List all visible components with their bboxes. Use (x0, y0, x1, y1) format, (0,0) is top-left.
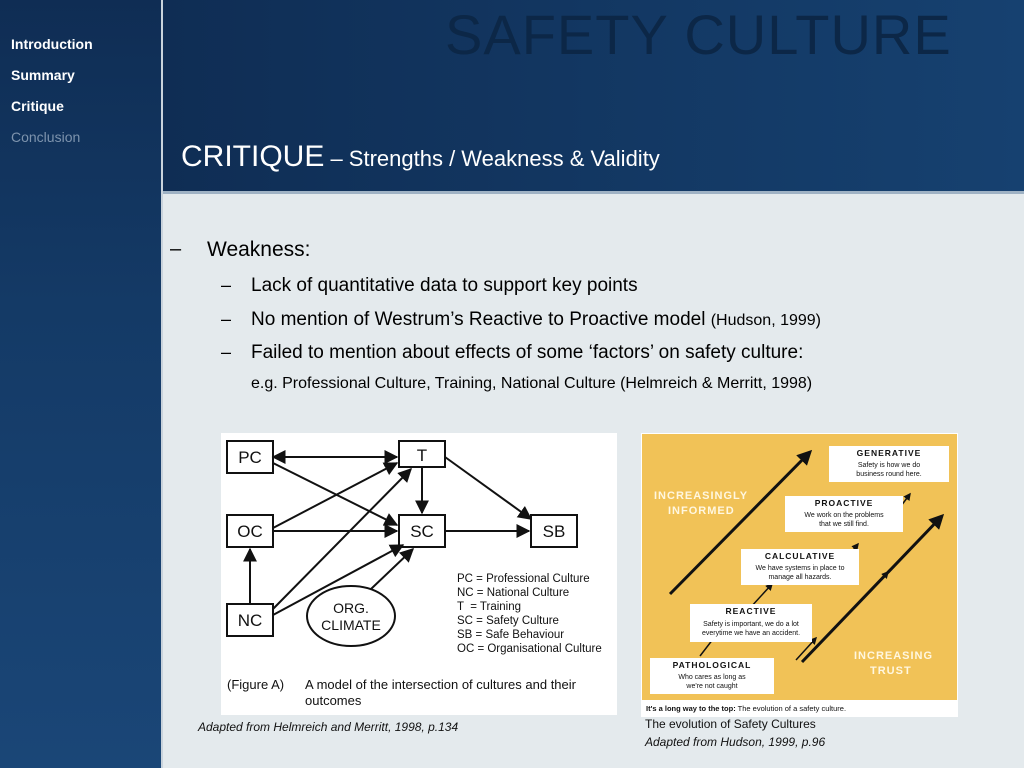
header-rule (163, 191, 1024, 194)
nav-item-introduction[interactable]: Introduction (11, 36, 93, 52)
bullet-dash: – (170, 238, 182, 260)
level-pathological-name: PATHOLOGICAL (672, 660, 752, 670)
level-calculative-desc: manage all hazards. (768, 574, 832, 581)
sub-bullet-2 (251, 309, 821, 331)
label-trust-2: TRUST (870, 665, 912, 677)
node-sb-label: SB (542, 522, 566, 541)
arrow-org-sc (371, 549, 413, 589)
label-informed-1: INCREASINGLY (654, 490, 749, 502)
level-calculative-name: CALCULATIVE (764, 551, 836, 561)
sub-bullet-dash: – (221, 275, 232, 295)
level-reactive-name: REACTIVE (725, 606, 777, 616)
sub-bullet-example: e.g. Professional Culture, Training, National Culture (Helmreich & Merritt, 1998) (251, 375, 813, 392)
figure-b-source: Adapted from Hudson, 1999, p.96 (645, 735, 826, 749)
sub-bullet-1: Lack of quantitative data to support key points (251, 275, 638, 296)
page-title (181, 140, 660, 174)
sub-bullet-2-citation: (Hudson, 1999) (710, 312, 822, 329)
level-generative-desc: Safety is how we do (857, 462, 921, 469)
figure-a-source: Adapted from Helmreich and Merritt, 1998, p.134 (198, 720, 459, 734)
node-org-label-2: CLIMATE (321, 617, 381, 633)
level-generative-desc: business round here. (856, 471, 922, 478)
figure-a-caption-line-2: outcomes (305, 693, 362, 708)
figure-a (221, 433, 617, 715)
figure-a-caption-line-1: A model of the intersection of cultures and their (305, 677, 576, 692)
level-pathological-desc: we're not caught (686, 683, 738, 690)
nav-item-conclusion[interactable]: Conclusion (11, 129, 81, 145)
arrow-t-sb (445, 457, 531, 519)
label-trust-1: INCREASING (854, 650, 934, 662)
sub-bullet-2-text: No mention of Westrum’s Reactive to Proactive model (251, 309, 706, 330)
level-generative-name: GENERATIVE (856, 448, 922, 458)
node-org-ellipse (307, 586, 395, 646)
level-proactive-name: PROACTIVE (814, 498, 874, 508)
header (163, 0, 1024, 191)
level-proactive-desc: We work on the problems (804, 512, 884, 519)
nav-item-critique[interactable]: Critique (11, 98, 64, 114)
header-watermark: SAFETY CULTURE (445, 3, 952, 66)
figure-a-label: (Figure A) (227, 677, 285, 692)
figure-b-diagram (642, 434, 957, 716)
node-nc-label: NC (237, 611, 263, 630)
figure-b-footer-bold: It's a long way to the top: (646, 704, 736, 713)
bullet-heading: Weakness: (207, 238, 311, 261)
nav-item-summary[interactable]: Summary (11, 67, 75, 83)
level-proactive-desc: that we still find. (819, 521, 869, 528)
node-pc-label: PC (238, 448, 262, 467)
figure-b-caption: The evolution of Safety Cultures (645, 717, 816, 731)
arrow-nc-t (273, 469, 411, 609)
legend-item: SC = Safety Culture (457, 615, 559, 627)
legend-item: NC = National Culture (457, 587, 570, 599)
label-informed-2: INFORMED (668, 505, 735, 517)
node-sc-label: SC (410, 522, 434, 541)
legend-item: SB = Safe Behaviour (457, 629, 565, 641)
sub-bullet-dash: – (221, 309, 232, 329)
legend-item: T = Training (457, 601, 522, 613)
figure-b (641, 433, 958, 717)
connector-5 (870, 572, 888, 592)
level-calculative-desc: We have systems in place to (755, 565, 845, 572)
sub-bullet-3: Failed to mention about effects of some ‘factors’ on safety culture: (251, 342, 804, 363)
level-pathological-desc: Who cares as long as (678, 674, 746, 681)
node-t-label: T (416, 446, 428, 465)
page-title-main: CRITIQUE (181, 140, 325, 173)
node-oc-label: OC (237, 522, 263, 541)
figure-b-footer-rest: The evolution of a safety culture. (735, 704, 847, 713)
level-reactive-desc: everytime we have an accident. (701, 630, 801, 637)
legend-item: PC = Professional Culture (457, 573, 590, 585)
node-org-label-1: ORG. (333, 600, 369, 616)
sidebar (0, 0, 161, 768)
figure-a-diagram (221, 433, 617, 715)
page-title-sub: – Strengths / Weakness & Validity (324, 146, 660, 171)
level-reactive-desc: Safety is important, we do a lot (703, 621, 799, 628)
sidebar-nav (11, 36, 93, 160)
figure-b-footer (646, 704, 846, 713)
sub-bullet-dash: – (221, 342, 232, 362)
legend-item: OC = Organisational Culture (457, 643, 602, 655)
